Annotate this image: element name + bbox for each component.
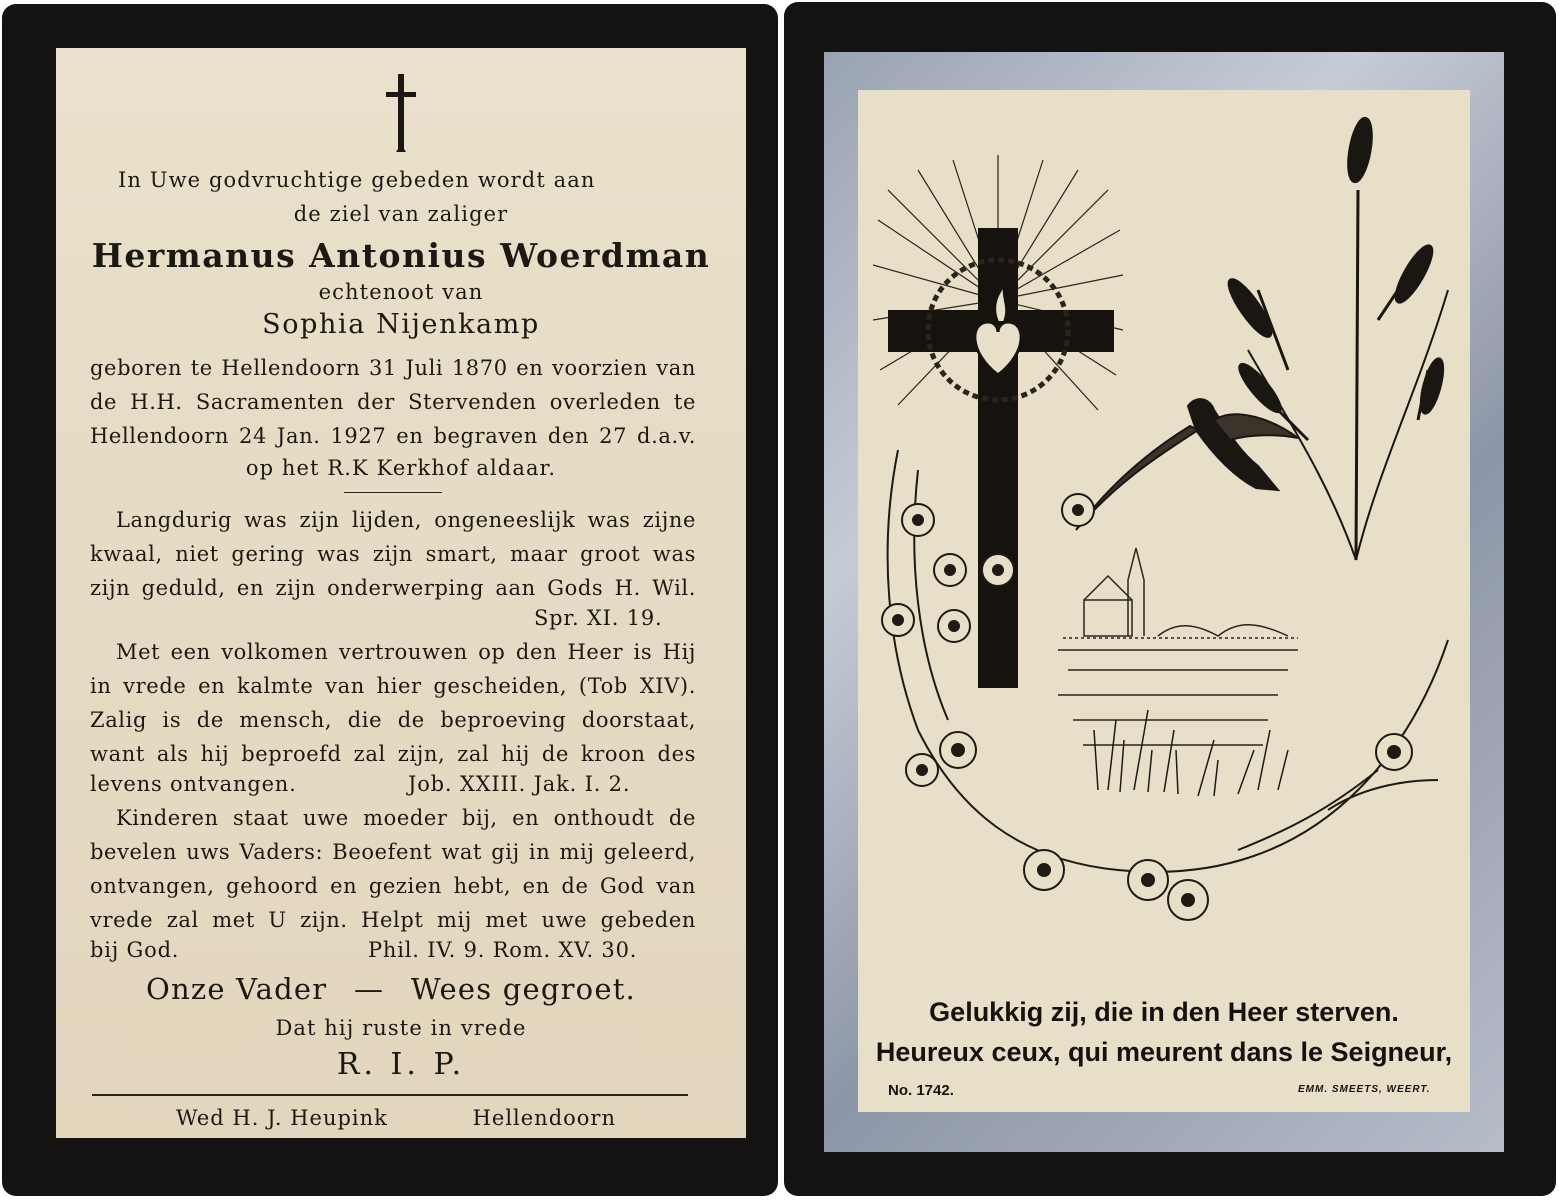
printer-line (176, 1106, 616, 1130)
bio-line-last: op het R.K Kerkhof aldaar. (245, 456, 557, 480)
passage-line: Kinderen staat uwe moeder bij, en onthoudt de (116, 806, 696, 830)
rest-in-peace-line: Dat hij ruste in vrede (275, 1016, 527, 1040)
cattails-icon (1223, 117, 1448, 560)
passage-line-last: bij God. (90, 938, 180, 962)
intro-line-2: de ziel van zaliger (293, 202, 509, 226)
bio-line: Hellendoorn 24 Jan. 1927 en begraven den 27 d.a.v. (90, 424, 696, 448)
scripture-reference: Job. XXIII. Jak. I. 2. (408, 772, 631, 796)
deceased-name: Hermanus Antonius Woerdman (91, 236, 711, 275)
publisher-imprint: EMM. SMEETS, WEERT. (1298, 1084, 1431, 1095)
spouse-name: Sophia Nijenkamp (262, 309, 540, 340)
text-panel (56, 48, 746, 1138)
bio-line: geboren te Hellendoorn 31 Juli 1870 en voorzien van (90, 356, 696, 380)
catalog-number: No. 1742. (888, 1082, 954, 1099)
passage-line: bevelen uws Vaders: Beoefent wat gij in mij geleerd, (90, 840, 696, 864)
verse-dutch: Gelukkig zij, die in den Heer sterven. (929, 997, 1399, 1027)
scripture-reference: Phil. IV. 9. Rom. XV. 30. (368, 938, 638, 962)
scripture-reference: Spr. XI. 19. (534, 606, 663, 630)
prayer-line (146, 972, 636, 1006)
bottom-rule (92, 1094, 688, 1096)
image-panel (858, 90, 1470, 1112)
rip-text: R. I. P. (336, 1047, 466, 1082)
printer-place: Hellendoorn (472, 1106, 616, 1130)
cross-icon (384, 74, 418, 152)
flower-icon (882, 494, 1412, 920)
grass-blades (1094, 710, 1288, 796)
section-divider (344, 492, 442, 493)
silver-frame (824, 52, 1504, 1152)
passage-line: want als hij beproefd zal zijn, zal hij de kroon des (90, 742, 696, 766)
memorial-card-image-side (784, 2, 1556, 1196)
printer-name: Wed H. J. Heupink (176, 1106, 388, 1130)
memorial-illustration (858, 90, 1470, 960)
passage-line: kwaal, niet gering was zijn smart, maar groot was (90, 542, 696, 566)
church-landscape (1058, 548, 1298, 745)
intro-line: In Uwe godvruchtige gebeden wordt aan (118, 168, 596, 192)
passage-line: Met een volkomen vertrouwen op den Heer is Hij (116, 640, 696, 664)
memorial-card-text-side (2, 4, 778, 1196)
relation-text: echtenoot van (318, 280, 484, 304)
bio-line: de H.H. Sacramenten der Stervenden overleden te (90, 390, 696, 414)
dove-icon (1076, 399, 1298, 530)
passage-line: zijn geduld, en zijn onderwerping aan Gods H. Wil. (90, 576, 696, 600)
verse-french: Heureux ceux, qui meurent dans le Seigneur, (875, 1037, 1453, 1067)
prayer-our-father: Onze Vader (146, 972, 328, 1006)
prayer-hail-mary: Wees gegroet. (410, 972, 636, 1006)
floral-wreath (888, 450, 1448, 872)
passage-line: vrede zal met U zijn. Helpt mij met uwe gebeden (90, 908, 696, 932)
prayer-dash: — (353, 972, 385, 1006)
passage-line: ontvangen, gehoord en gezien hebt, en de God van (90, 874, 696, 898)
passage-line: Zalig is de mensch, die de beproeving doorstaat, (90, 708, 696, 732)
passage-line: in vrede en kalmte van hier gescheiden, (Tob XIV). (90, 674, 696, 698)
passage-line: Langdurig was zijn lijden, ongeneeslijk was zijne (116, 508, 696, 532)
passage-line-last: levens ontvangen. (90, 772, 297, 796)
